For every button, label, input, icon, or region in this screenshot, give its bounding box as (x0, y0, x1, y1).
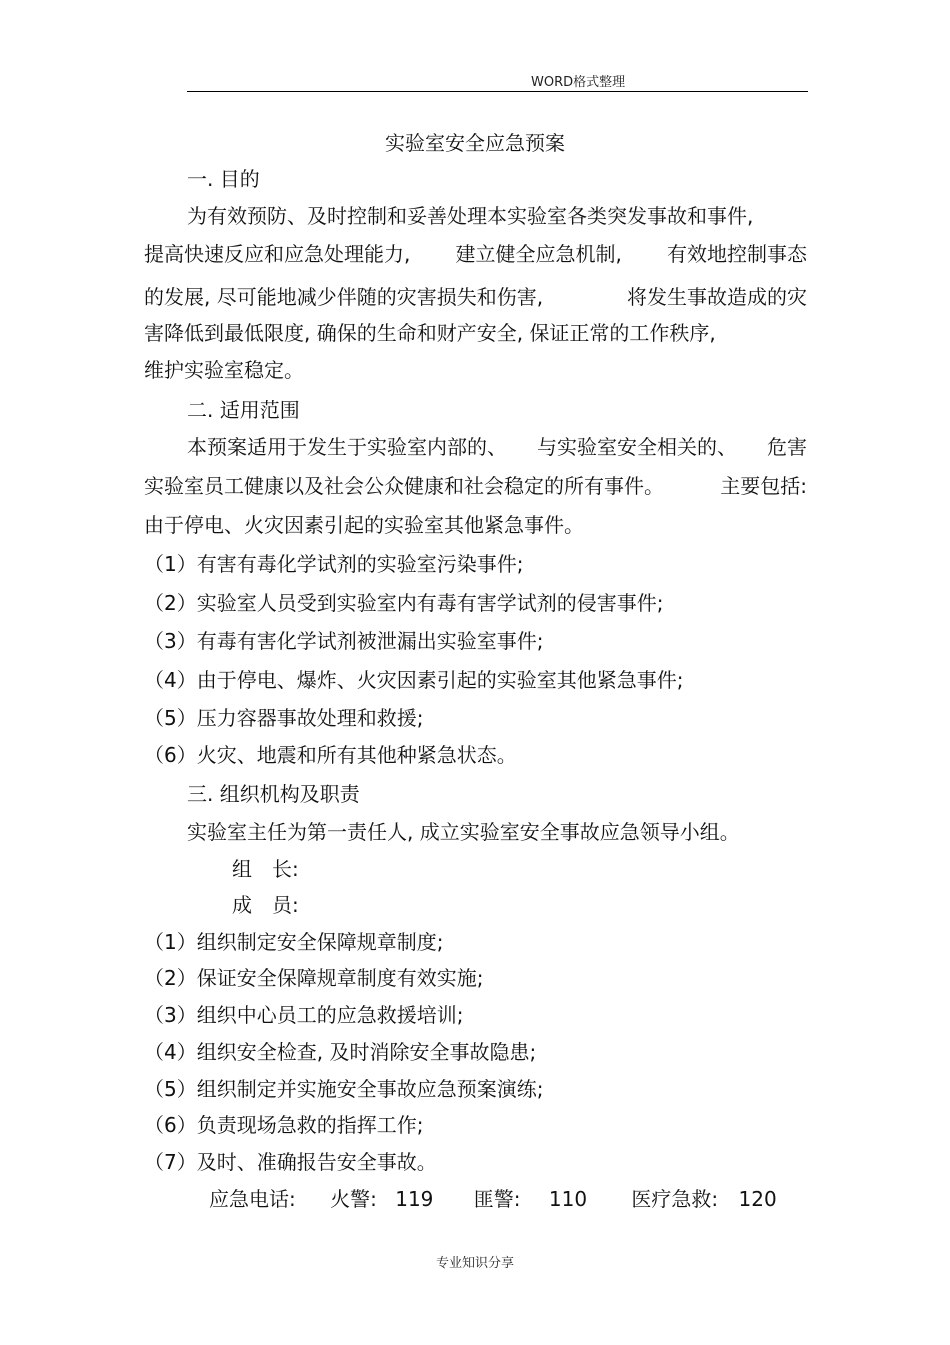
list-item: （1）有害有毒化学试剂的实验室污染事件; (144, 552, 524, 576)
list-item: （2）保证安全保障规章制度有效实施; (144, 966, 484, 990)
list-item: （4）组织安全检查, 及时消除安全事故隐患; (144, 1040, 537, 1064)
line-segment: 与实验室安全相关的、 (537, 435, 737, 459)
document-title: 实验室安全应急预案 (385, 131, 565, 155)
page-footer: 专业知识分享 (435, 1256, 514, 1271)
list-item: （6）负责现场急救的指挥工作; (144, 1113, 424, 1137)
paragraph-line: 为有效预防、及时控制和妥善处理本实验室各类突发事故和事件, (187, 204, 754, 228)
leader-label: 组 长: (232, 857, 299, 881)
line-segment: 危害 (767, 435, 807, 459)
line-segment: 提高快速反应和应急处理能力, (144, 242, 411, 266)
fire-number: 119 (395, 1187, 434, 1211)
paragraph-line: 维护实验室稳定。 (144, 358, 304, 382)
line-segment: 的发展, 尽可能地减少伴随的灾害损失和伤害, (144, 285, 544, 309)
section-heading-scope: 二. 适用范围 (187, 398, 300, 422)
header-divider (187, 91, 808, 92)
paragraph-line: 害降低到最低限度, 确保的生命和财产安全, 保证正常的工作秩序, (144, 321, 716, 345)
paragraph-line: 由于停电、火灾因素引起的实验室其他紧急事件。 (144, 513, 584, 537)
paragraph-line (144, 283, 807, 311)
medical-label: 医疗急救: (631, 1187, 719, 1211)
line-segment: 主要包括: (720, 474, 807, 498)
fire-label: 火警: (330, 1187, 377, 1211)
line-segment: 实验室员工健康以及社会公众健康和社会稳定的所有事件。 (144, 474, 664, 498)
list-item: （3）组织中心员工的应急救援培训; (144, 1003, 464, 1027)
list-item: （6）火灾、地震和所有其他种紧急状态。 (144, 743, 517, 767)
line-segment: 建立健全应急机制, (455, 242, 622, 266)
members-label: 成 员: (232, 893, 299, 917)
medical-number: 120 (738, 1187, 777, 1211)
police-label: 匪警: (473, 1187, 521, 1211)
list-item: （5）组织制定并实施安全事故应急预案演练; (144, 1077, 544, 1101)
section-heading-purpose: 一. 目的 (187, 167, 260, 191)
section-heading-organization: 三. 组织机构及职责 (187, 782, 360, 806)
list-item: （4）由于停电、爆炸、火灾因素引起的实验室其他紧急事件; (144, 668, 684, 692)
line-segment: 有效地控制事态 (667, 242, 807, 266)
paragraph-line (144, 240, 807, 268)
list-item: （7）及时、准确报告安全事故。 (144, 1150, 437, 1174)
page-header: WORD格式整理 (531, 75, 626, 90)
line-segment: 将发生事故造成的灾 (627, 285, 807, 309)
paragraph-line (187, 433, 807, 461)
line-segment: 本预案适用于发生于实验室内部的、 (187, 435, 507, 459)
list-item: （3）有毒有害化学试剂被泄漏出实验室事件; (144, 629, 544, 653)
paragraph-line: 实验室主任为第一责任人, 成立实验室安全事故应急领导小组。 (187, 820, 740, 844)
police-number: 110 (548, 1187, 588, 1211)
paragraph-line (144, 472, 807, 500)
list-item: （5）压力容器事故处理和救援; (144, 706, 424, 730)
list-item: （2）实验室人员受到实验室内有毒有害学试剂的侵害事件; (144, 591, 664, 615)
emergency-phone-label: 应急电话: (209, 1187, 296, 1211)
list-item: （1）组织制定安全保障规章制度; (144, 930, 444, 954)
emergency-phone-line (209, 1185, 777, 1213)
